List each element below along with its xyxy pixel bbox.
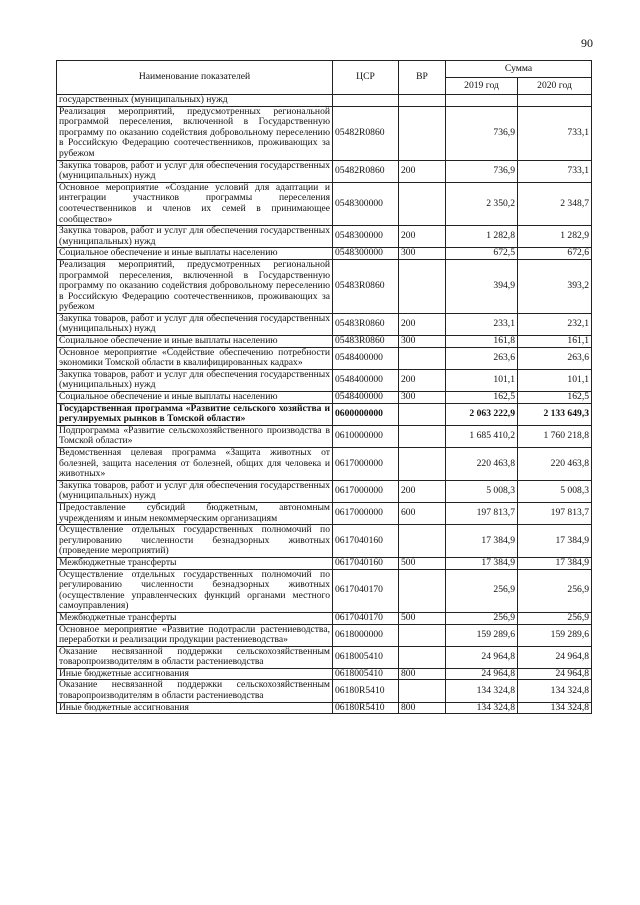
row-sum-2019: 134 324,8 <box>446 680 518 702</box>
row-csr-code: 05483R0860 <box>333 313 399 335</box>
row-name: Предоставление субсидий бюджетным, автономным учреждениям и иным некоммерческим организациям <box>57 502 333 524</box>
table-body <box>57 95 592 714</box>
header-vr: ВР <box>399 61 446 95</box>
row-vr-code: 200 <box>399 313 446 335</box>
table-row <box>57 502 592 524</box>
table-row <box>57 347 592 369</box>
row-name: Государственная программа «Развитие сельского хозяйства и регулируемых рынков в Томской области» <box>57 403 333 425</box>
row-vr-code <box>399 259 446 313</box>
row-csr-code: 05483R0860 <box>333 336 399 348</box>
row-vr-code <box>399 448 446 481</box>
row-sum-2019: 161,8 <box>446 336 518 348</box>
row-vr-code: 300 <box>399 248 446 260</box>
row-name: Основное мероприятие «Содействие обеспечению потребности экономики Томской области в квалифицированных кадрах» <box>57 347 333 369</box>
row-vr-code: 800 <box>399 702 446 714</box>
row-sum-2020: 263,6 <box>518 347 592 369</box>
row-name: Оказание несвязанной поддержки сельскохозяйственным товаропроизводителям в области растениеводства <box>57 646 333 668</box>
table-row <box>57 182 592 225</box>
row-csr-code: 0617000000 <box>333 480 399 502</box>
row-sum-2019: 672,5 <box>446 248 518 260</box>
row-sum-2020: 393,2 <box>518 259 592 313</box>
header-sum: Сумма <box>446 61 592 78</box>
row-csr-code: 06180R5410 <box>333 680 399 702</box>
row-sum-2020: 256,9 <box>518 612 592 624</box>
row-sum-2019: 159 289,6 <box>446 624 518 646</box>
table-row <box>57 160 592 182</box>
row-sum-2020: 5 008,3 <box>518 480 592 502</box>
row-vr-code <box>399 569 446 612</box>
table-row <box>57 557 592 569</box>
row-vr-code: 500 <box>399 557 446 569</box>
row-vr-code: 500 <box>399 612 446 624</box>
row-vr-code: 800 <box>399 668 446 680</box>
row-csr-code: 0617040170 <box>333 569 399 612</box>
row-sum-2019: 24 964,8 <box>446 646 518 668</box>
row-sum-2019: 220 463,8 <box>446 448 518 481</box>
row-vr-code <box>399 95 446 107</box>
row-vr-code <box>399 646 446 668</box>
row-sum-2019: 197 813,7 <box>446 502 518 524</box>
row-sum-2020: 101,1 <box>518 369 592 391</box>
row-name: Социальное обеспечение и иные выплаты населению <box>57 392 333 404</box>
row-csr-code: 06180R5410 <box>333 702 399 714</box>
header-csr: ЦСР <box>333 61 399 95</box>
table-row <box>57 525 592 558</box>
row-name: государственных (муниципальных) нужд <box>57 95 333 107</box>
row-name: Закупка товаров, работ и услуг для обеспечения государственных (муниципальных) нужд <box>57 369 333 391</box>
row-vr-code: 200 <box>399 369 446 391</box>
row-csr-code: 0617040160 <box>333 557 399 569</box>
row-name: Оказание несвязанной поддержки сельскохозяйственным товаропроизводителям в области растениеводства <box>57 680 333 702</box>
table-row <box>57 624 592 646</box>
table-row <box>57 336 592 348</box>
row-sum-2019: 1 282,8 <box>446 226 518 248</box>
row-name: Осуществление отдельных государственных полномочий по регулированию численности безнадзорных животных (проведение мероприятий) <box>57 525 333 558</box>
row-sum-2020: 2 133 649,3 <box>518 403 592 425</box>
row-sum-2019: 233,1 <box>446 313 518 335</box>
row-vr-code: 300 <box>399 336 446 348</box>
table-row <box>57 259 592 313</box>
row-csr-code: 0618005410 <box>333 646 399 668</box>
row-vr-code <box>399 403 446 425</box>
row-sum-2020: 2 348,7 <box>518 182 592 225</box>
row-sum-2020: 256,9 <box>518 569 592 612</box>
row-name: Социальное обеспечение и иные выплаты населению <box>57 336 333 348</box>
table-row <box>57 313 592 335</box>
row-sum-2019: 5 008,3 <box>446 480 518 502</box>
table-row <box>57 95 592 107</box>
page-number: 90 <box>581 36 593 50</box>
table-row <box>57 612 592 624</box>
row-sum-2019: 134 324,8 <box>446 702 518 714</box>
row-sum-2020 <box>518 95 592 107</box>
row-csr-code: 0610000000 <box>333 425 399 447</box>
header-year-2020: 2020 год <box>518 78 592 95</box>
header-name: Наименование показателей <box>57 61 333 95</box>
table-row <box>57 425 592 447</box>
header-year-2019: 2019 год <box>446 78 518 95</box>
table-row <box>57 106 592 160</box>
row-name: Межбюджетные трансферты <box>57 612 333 624</box>
row-sum-2019: 17 384,9 <box>446 557 518 569</box>
row-csr-code: 0617000000 <box>333 502 399 524</box>
row-vr-code <box>399 425 446 447</box>
row-sum-2020: 159 289,6 <box>518 624 592 646</box>
table-row <box>57 569 592 612</box>
row-name: Иные бюджетные ассигнования <box>57 668 333 680</box>
table-row <box>57 480 592 502</box>
row-csr-code: 0617040170 <box>333 612 399 624</box>
row-sum-2019: 162,5 <box>446 392 518 404</box>
table-row <box>57 680 592 702</box>
row-sum-2020: 197 813,7 <box>518 502 592 524</box>
row-sum-2019: 263,6 <box>446 347 518 369</box>
row-sum-2020: 24 964,8 <box>518 668 592 680</box>
row-csr-code: 0548400000 <box>333 369 399 391</box>
row-sum-2019: 2 063 222,9 <box>446 403 518 425</box>
row-csr-code: 0548300000 <box>333 182 399 225</box>
row-csr-code: 0548400000 <box>333 347 399 369</box>
row-sum-2020: 1 760 218,8 <box>518 425 592 447</box>
row-sum-2019: 24 964,8 <box>446 668 518 680</box>
row-vr-code <box>399 182 446 225</box>
row-name: Закупка товаров, работ и услуг для обеспечения государственных (муниципальных) нужд <box>57 226 333 248</box>
row-csr-code <box>333 95 399 107</box>
row-name: Подпрограмма «Развитие сельскохозяйственного производства в Томской области» <box>57 425 333 447</box>
row-name: Социальное обеспечение и иные выплаты населению <box>57 248 333 260</box>
row-vr-code <box>399 624 446 646</box>
row-sum-2020: 162,5 <box>518 392 592 404</box>
row-sum-2019: 1 685 410,2 <box>446 425 518 447</box>
row-sum-2020: 134 324,8 <box>518 702 592 714</box>
row-name: Межбюджетные трансферты <box>57 557 333 569</box>
row-name: Закупка товаров, работ и услуг для обеспечения государственных (муниципальных) нужд <box>57 313 333 335</box>
row-sum-2020: 672,6 <box>518 248 592 260</box>
row-sum-2019: 736,9 <box>446 160 518 182</box>
table-row <box>57 369 592 391</box>
row-sum-2019: 394,9 <box>446 259 518 313</box>
row-csr-code: 05483R0860 <box>333 259 399 313</box>
row-name: Основное мероприятие «Развитие подотрасли растениеводства, переработки и реализации продукции растениеводства» <box>57 624 333 646</box>
row-name: Закупка товаров, работ и услуг для обеспечения государственных (муниципальных) нужд <box>57 480 333 502</box>
row-vr-code: 300 <box>399 392 446 404</box>
row-sum-2019: 17 384,9 <box>446 525 518 558</box>
row-name: Закупка товаров, работ и услуг для обеспечения государственных (муниципальных) нужд <box>57 160 333 182</box>
row-vr-code: 600 <box>399 502 446 524</box>
row-sum-2019: 736,9 <box>446 106 518 160</box>
row-vr-code: 200 <box>399 480 446 502</box>
row-sum-2020: 733,1 <box>518 106 592 160</box>
row-name: Основное мероприятие «Создание условий для адаптации и интеграции участников программы переселения соотечественников и членов их семей в принимающее сообщество» <box>57 182 333 225</box>
table-row <box>57 392 592 404</box>
table-row <box>57 403 592 425</box>
row-csr-code: 0600000000 <box>333 403 399 425</box>
row-vr-code <box>399 680 446 702</box>
table-row <box>57 668 592 680</box>
row-name: Ведомственная целевая программа «Защита животных от болезней, защита населения от болезней, общих для человека и животных» <box>57 448 333 481</box>
row-sum-2019: 256,9 <box>446 612 518 624</box>
table-row <box>57 448 592 481</box>
row-sum-2019: 101,1 <box>446 369 518 391</box>
row-csr-code: 05482R0860 <box>333 160 399 182</box>
row-csr-code: 0617040160 <box>333 525 399 558</box>
row-sum-2020: 161,1 <box>518 336 592 348</box>
row-vr-code <box>399 106 446 160</box>
row-csr-code: 0618005410 <box>333 668 399 680</box>
row-name: Реализация мероприятий, предусмотренных региональной программой переселения, включенной в Государственную программу по оказанию содействия добровольному переселению в Российскую Федерацию соотечественников, проживающих за рубежом <box>57 106 333 160</box>
row-sum-2020: 17 384,9 <box>518 525 592 558</box>
row-csr-code: 0548300000 <box>333 226 399 248</box>
row-name: Иные бюджетные ассигнования <box>57 702 333 714</box>
row-sum-2020: 220 463,8 <box>518 448 592 481</box>
table-row <box>57 248 592 260</box>
row-sum-2019: 2 350,2 <box>446 182 518 225</box>
row-sum-2020: 24 964,8 <box>518 646 592 668</box>
row-sum-2019: 256,9 <box>446 569 518 612</box>
table-row <box>57 702 592 714</box>
table-row <box>57 646 592 668</box>
row-sum-2020: 1 282,9 <box>518 226 592 248</box>
row-csr-code: 0617000000 <box>333 448 399 481</box>
row-name: Осуществление отдельных государственных полномочий по регулированию численности безнадзорных животных (осуществление управленческих функций органами местного самоуправления) <box>57 569 333 612</box>
row-csr-code: 05482R0860 <box>333 106 399 160</box>
row-vr-code <box>399 347 446 369</box>
row-csr-code: 0618000000 <box>333 624 399 646</box>
row-csr-code: 0548300000 <box>333 248 399 260</box>
row-name: Реализация мероприятий, предусмотренных региональной программой переселения, включенной в Государственную программу по оказанию содействия добровольному переселению в Российскую Федерацию соотечественников, проживающих за рубежом <box>57 259 333 313</box>
row-sum-2019 <box>446 95 518 107</box>
row-sum-2020: 17 384,9 <box>518 557 592 569</box>
row-sum-2020: 733,1 <box>518 160 592 182</box>
row-sum-2020: 232,1 <box>518 313 592 335</box>
row-vr-code: 200 <box>399 160 446 182</box>
budget-table <box>56 60 592 714</box>
row-vr-code: 200 <box>399 226 446 248</box>
row-csr-code: 0548400000 <box>333 392 399 404</box>
table-row <box>57 226 592 248</box>
row-sum-2020: 134 324,8 <box>518 680 592 702</box>
row-vr-code <box>399 525 446 558</box>
